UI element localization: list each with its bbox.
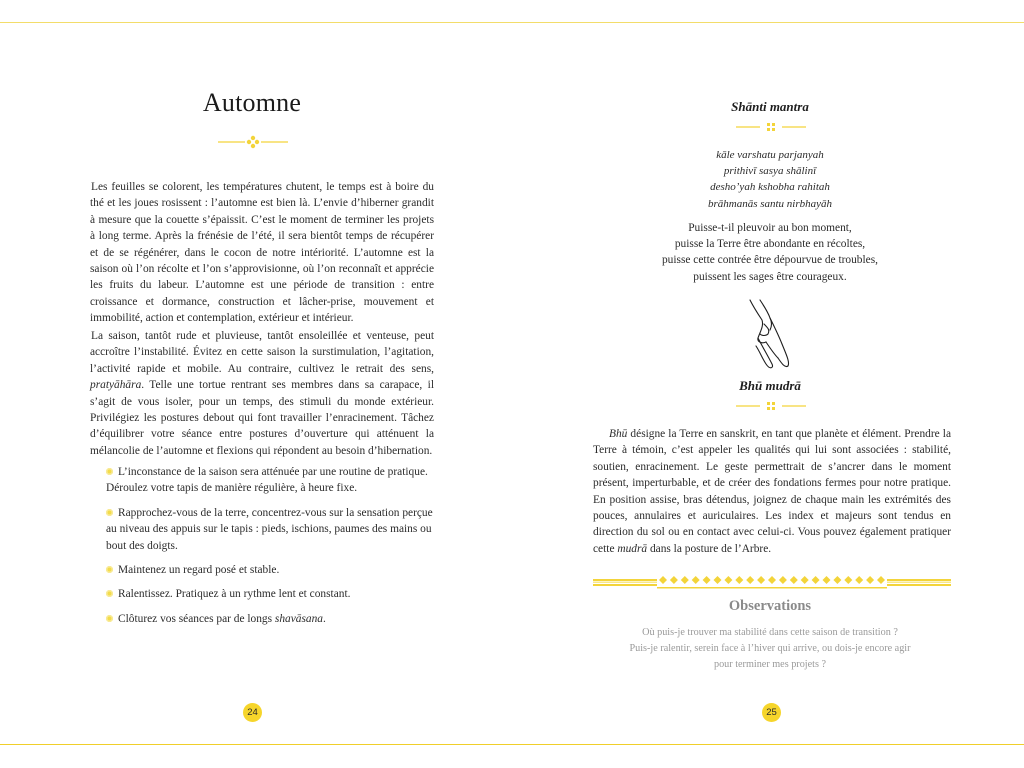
- intro-paragraph: [90, 179, 434, 327]
- translation-line: puissent les sages être courageux.: [693, 270, 847, 283]
- list-item-text: Ralentissez. Pratiquez à un rythme lent et constant.: [118, 588, 351, 601]
- mantra-line: kāle varshatu parjanyah: [716, 149, 824, 161]
- paragraph-1: Les feuilles se colorent, les températures chutent, le temps est à boire du thé et les joues rosissent : l’automne est bien là. L’envie d’hiberner grandit à mesure que la couette s’épaissit. C’est le moment de terminer les projets à long terme. Après la frénésie de l’été, il sera bientôt temps de récupérer et de se régénérer, dans le cocon de notre intériorité. L’automne est la saison où l’on récolte et l’on s’approvisionne, où l’on reconnaît et apprécie les fruits du labeur. L’automne est une période de transition : entre croissance et dormance, construction et lâcher-prise, mouvement et immobilité, action et contemplation, extérieur et intérieur.: [90, 181, 434, 325]
- mantra-text: [640, 147, 900, 212]
- diamond-ornament-icon: [790, 576, 798, 584]
- diamond-ornament-icon: [670, 576, 678, 584]
- diamond-ornament-icon: [877, 576, 885, 584]
- mantra-title: Shānti mantra: [731, 99, 809, 114]
- paragraph-2: [90, 328, 434, 459]
- diamond-ornament-icon: [681, 576, 689, 584]
- mudra-text-start: désigne la Terre en sanskrit, en tant que planète et élément. Prendre la Terre à témoin, c’est appeler les qualités qui lui sont associées : stabilité, soutien, enracinement. Le geste permettrait de s’ancrer dans le moment présent, imperturbable, et de créer des fondations fermes pour notre pratique. En position assise, bras détendus, joignez de chaque main les extrémités des pouces, annulaires et auriculaires. Les index et majeurs sont tendus en direction du sol ou en contact avec celui-ci. Vous pouvez également pratiquer cette: [593, 428, 951, 555]
- list-item-text: Clôturez vos séances par de longs: [118, 612, 275, 625]
- small-ornament-icon: [736, 121, 806, 133]
- diamond-ornament-icon: [844, 576, 852, 584]
- observation-line: Où puis-je trouver ma stabilité dans cette saison de transition ?: [642, 627, 898, 638]
- diamond-ornament-icon: [855, 576, 863, 584]
- page-number-right: 25: [762, 703, 781, 722]
- hand-mudra-icon: [742, 298, 798, 370]
- list-item: [106, 586, 436, 602]
- diamond-ornament-icon: [746, 576, 754, 584]
- diamond-ornament-icon: [823, 576, 831, 584]
- diamond-ornament-icon: [768, 576, 776, 584]
- translation-line: puisse cette contrée être dépourvue de troubles,: [661, 254, 879, 267]
- diamond-ornament-icon: [779, 576, 787, 584]
- list-item: [106, 464, 436, 497]
- mudra-term: mudrā: [617, 542, 648, 555]
- bullet-dot-icon: [106, 615, 113, 622]
- list-item-text: L’inconstance de la saison sera atténuée par une routine de pratique. Déroulez votre tapis de manière régulière, à heure fixe.: [106, 466, 428, 495]
- list-item: [106, 562, 436, 578]
- mantra-translation: [640, 220, 900, 285]
- mantra-line: prithivī sasya shālinī: [723, 165, 817, 178]
- mudra-paragraph: [593, 426, 951, 557]
- page-number-left: 24: [243, 703, 262, 722]
- flower-ornament-icon: [218, 135, 288, 149]
- mantra-line: brāhmanās santu nirbhayāh: [707, 197, 833, 210]
- diamond-ornament-icon: [801, 576, 809, 584]
- bottom-rule: [0, 744, 1024, 745]
- diamond-ornament-icon: [812, 576, 820, 584]
- diamond-ornament-icon: [735, 576, 743, 584]
- decorative-border: [593, 574, 951, 592]
- bhu-term: Bhū: [609, 428, 628, 440]
- translation-line: Puisse-t-il pleuvoir au bon moment,: [688, 222, 852, 234]
- list-item-text: Maintenez un regard posé et stable.: [118, 564, 280, 577]
- list-item-text-end: .: [323, 612, 326, 625]
- bullet-dot-icon: [106, 468, 113, 475]
- translation-line: puisse la Terre être abondante en récoltes,: [674, 238, 866, 251]
- bullet-dot-icon: [106, 509, 113, 516]
- diamond-ornament-icon: [659, 576, 667, 584]
- observations-title: Observations: [728, 598, 812, 614]
- list-item-text: Rapprochez-vous de la terre, concentrez-vous sur la sensation perçue au niveau des appuis sur le tapis : pieds, ischions, paumes des mains ou bout des doigts.: [106, 506, 433, 552]
- list-item: [106, 505, 436, 554]
- diamond-ornament-icon: [866, 576, 874, 584]
- pratyahara-term: pratyāhāra: [90, 379, 142, 392]
- paragraph-2-start: La saison, tantôt rude et pluvieuse, tantôt ensoleillée et venteuse, peut accroître l’instabilité. Évitez en cette saison la surstimulation, l’agitation, l’activité rapide et mobile. Au contraire, cultivez le retrait des sens,: [90, 330, 434, 375]
- page-title: Automne: [202, 88, 302, 117]
- list-item: [106, 611, 436, 627]
- bullet-dot-icon: [106, 590, 113, 597]
- mantra-line: desho’yah kshobha rahitah: [710, 181, 830, 194]
- observation-line: pour terminer mes projets ?: [713, 659, 827, 671]
- small-ornament-icon: [736, 400, 806, 412]
- diamond-ornament-icon: [724, 576, 732, 584]
- mudra-description: [593, 426, 951, 557]
- tips-list: [106, 464, 436, 635]
- second-paragraph: [90, 328, 434, 459]
- diamond-ornament-icon: [757, 576, 765, 584]
- observations-questions: [610, 625, 930, 674]
- mudra-title: Bhū mudrā: [739, 378, 801, 393]
- mudra-text-end: dans la posture de l’Arbre.: [647, 542, 772, 555]
- observation-line: Puis-je ralentir, serein face à l’hiver qui arrive, ou dois-je encore agir: [629, 643, 911, 655]
- shavasana-term: shavāsana: [274, 612, 323, 625]
- bullet-dot-icon: [106, 566, 113, 573]
- diamond-ornament-icon: [703, 576, 711, 584]
- diamond-ornament-icon: [714, 576, 722, 584]
- top-rule: [0, 22, 1024, 23]
- diamond-ornament-icon: [692, 576, 700, 584]
- paragraph-2-end: . Telle une tortue rentrant ses membres dans sa carapace, il s’agit de vous isoler, pour un temps, des stimuli du monde extérieur. Privilégiez les postures debout qui font travailler l’enracinement. Tâchez d’équilibrer votre séance entre postures d’ouverture qui atténuent la mélancolie de l’automne et flexions qui répondent au besoin d’hibernation.: [90, 379, 434, 457]
- diamond-ornament-icon: [833, 576, 841, 584]
